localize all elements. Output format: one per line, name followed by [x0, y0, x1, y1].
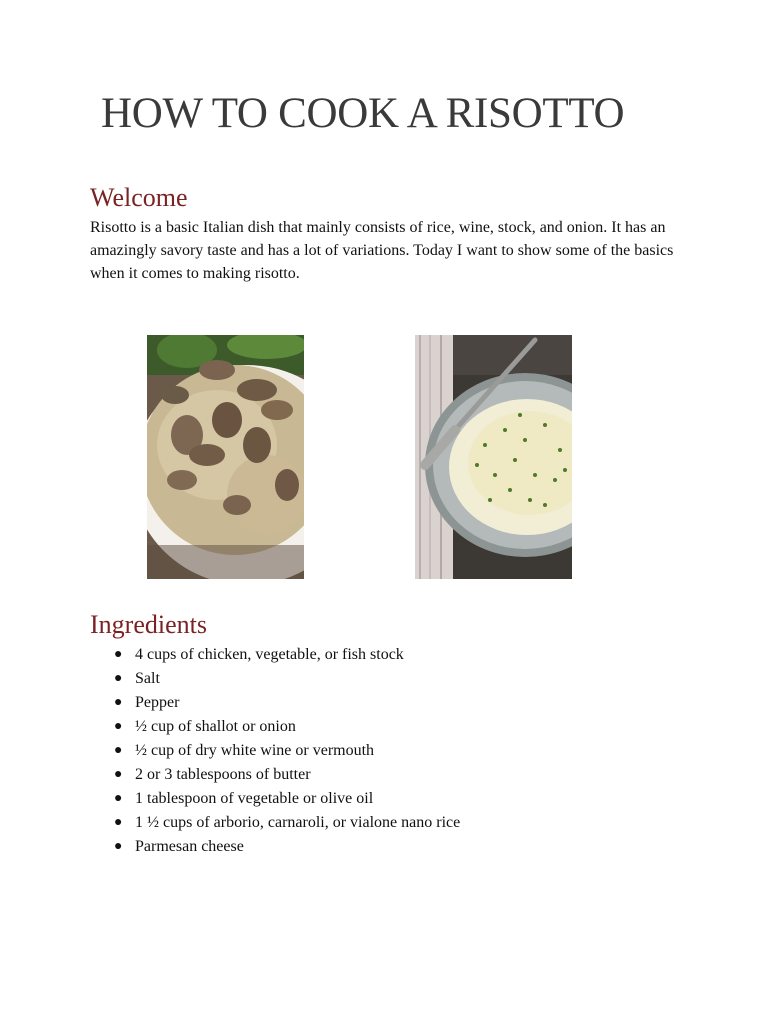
bullet-icon: ●: [114, 791, 123, 806]
ingredient-text: ½ cup of shallot or onion: [135, 718, 296, 735]
ingredients-list: [90, 643, 460, 859]
bullet-icon: ●: [114, 767, 123, 782]
list-item: [90, 643, 460, 667]
welcome-heading: Welcome: [90, 183, 188, 212]
parmesan-risotto-photo: [415, 335, 572, 579]
list-item: [90, 763, 460, 787]
bullet-icon: ●: [114, 671, 123, 686]
bullet-icon: ●: [114, 695, 123, 710]
list-item: [90, 691, 460, 715]
ingredient-text: 1 ½ cups of arborio, carnaroli, or vialone nano rice: [135, 814, 461, 831]
ingredient-text: 2 or 3 tablespoons of butter: [135, 766, 311, 783]
bullet-icon: ●: [114, 743, 123, 758]
bullet-icon: ●: [114, 647, 123, 662]
list-item: [90, 835, 460, 859]
ingredient-text: Pepper: [135, 694, 180, 711]
page-title: HOW TO COOK A RISOTTO: [101, 90, 625, 137]
ingredient-text: 1 tablespoon of vegetable or olive oil: [135, 790, 374, 807]
bullet-icon: ●: [114, 839, 123, 854]
welcome-paragraph: Risotto is a basic Italian dish that mainly consists of rice, wine, stock, and onion. It has an amazingly savory taste and has a lot of variations. Today I want to show some of the basics when it comes to making risotto.: [90, 219, 674, 282]
ingredient-text: Parmesan cheese: [135, 838, 244, 855]
bullet-icon: ●: [114, 815, 123, 830]
ingredient-text: ½ cup of dry white wine or vermouth: [135, 742, 375, 759]
list-item: [90, 739, 460, 763]
bullet-icon: ●: [114, 719, 123, 734]
ingredient-text: 4 cups of chicken, vegetable, or fish stock: [135, 646, 404, 663]
ingredients-heading: Ingredients: [90, 610, 207, 639]
list-item: [90, 787, 460, 811]
list-item: [90, 715, 460, 739]
mushroom-risotto-photo: [147, 335, 304, 579]
list-item: [90, 811, 460, 835]
ingredient-text: Salt: [135, 670, 160, 687]
list-item: [90, 667, 460, 691]
